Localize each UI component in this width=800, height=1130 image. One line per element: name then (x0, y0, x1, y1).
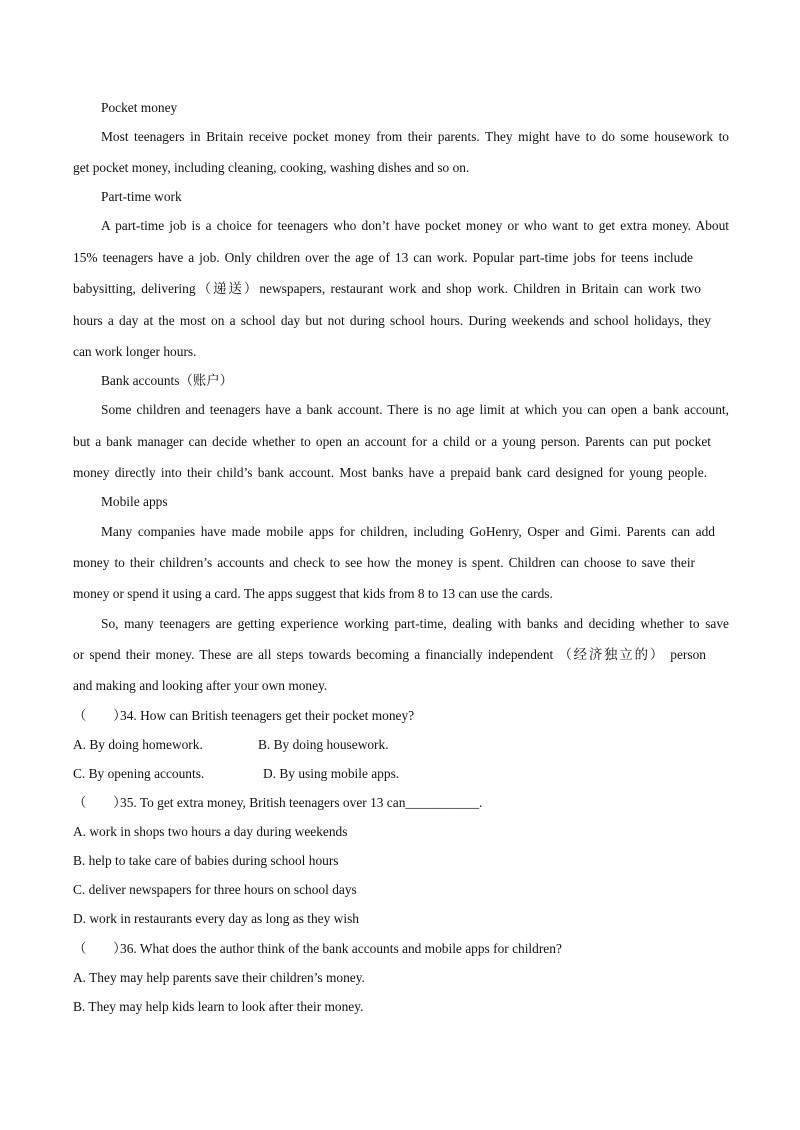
question-34 (73, 708, 729, 724)
option-d: D. By using mobile apps. (263, 766, 400, 781)
paragraph-line: get pocket money, including cleaning, cooking, washing dishes and so on. (73, 160, 470, 175)
paragraph-line: Many companies have made mobile apps for children, including GoHenry, Osper and Gimi. Parents can add (101, 524, 715, 539)
question-stem: 34. How can British teenagers get their pocket money? (120, 708, 415, 723)
heading-part-time-work: Part-time work (101, 189, 182, 204)
option-a: A. They may help parents save their children’s money. (73, 970, 365, 985)
answer-blank[interactable]: （ ） (73, 795, 127, 810)
heading-pocket-money: Pocket money (101, 100, 178, 115)
option-a: A. work in shops two hours a day during weekends (73, 824, 348, 839)
option-b: B. They may help kids learn to look after their money. (73, 999, 364, 1014)
option-b: B. help to take care of babies during school hours (73, 853, 339, 868)
option-a: A. By doing homework. (73, 737, 203, 752)
paragraph-line: but a bank manager can decide whether to open an account for a child or a young person. Parents can put pocket (73, 434, 711, 449)
question-stem: 36. What does the author think of the bank accounts and mobile apps for children? (120, 941, 562, 956)
heading-bank-accounts: Bank accounts（账户） (101, 373, 234, 388)
question-36 (73, 941, 729, 957)
answer-blank[interactable]: （ ） (73, 941, 127, 956)
paragraph-line: Some children and teenagers have a bank account. There is no age limit at which you can open a bank account, (101, 402, 729, 417)
paragraph-line: or spend their money. These are all steps towards becoming a financially independent （经济独立的） person (73, 647, 706, 662)
paragraph-line: Most teenagers in Britain receive pocket money from their parents. They might have to do some housework to (101, 129, 729, 144)
paragraph-line: A part-time job is a choice for teenagers who don’t have pocket money or who want to get extra money. About (101, 218, 729, 233)
question-stem: 35. To get extra money, British teenagers over 13 can___________. (120, 795, 483, 810)
question-35 (73, 795, 729, 811)
paragraph-line: 15% teenagers have a job. Only children over the age of 13 can work. Popular part-time jobs for teens include (73, 250, 693, 265)
option-c: C. By opening accounts. (73, 766, 205, 781)
answer-blank[interactable]: （ ） (73, 708, 127, 723)
paragraph-line: money or spend it using a card. The apps suggest that kids from 8 to 13 can use the cards. (73, 586, 553, 601)
paragraph-line: So, many teenagers are getting experience working part-time, dealing with banks and deciding whether to save (101, 616, 729, 631)
option-c: C. deliver newspapers for three hours on school days (73, 882, 357, 897)
paragraph-line: and making and looking after your own money. (73, 678, 328, 693)
paragraph-line: babysitting, delivering（递送）newspapers, restaurant work and shop work. Children in Britain can work two (73, 281, 701, 296)
paragraph-line: hours a day at the most on a school day but not during school hours. During weekends and school holidays, they (73, 313, 711, 328)
paragraph-line: can work longer hours. (73, 344, 197, 359)
paragraph-line: money to their children’s accounts and check to see how the money is spent. Children can choose to save their (73, 555, 695, 570)
heading-mobile-apps: Mobile apps (101, 494, 168, 509)
option-d: D. work in restaurants every day as long as they wish (73, 911, 359, 926)
option-b: B. By doing housework. (258, 737, 389, 752)
paragraph-line: money directly into their child’s bank account. Most banks have a prepaid bank card designed for young people. (73, 465, 707, 480)
